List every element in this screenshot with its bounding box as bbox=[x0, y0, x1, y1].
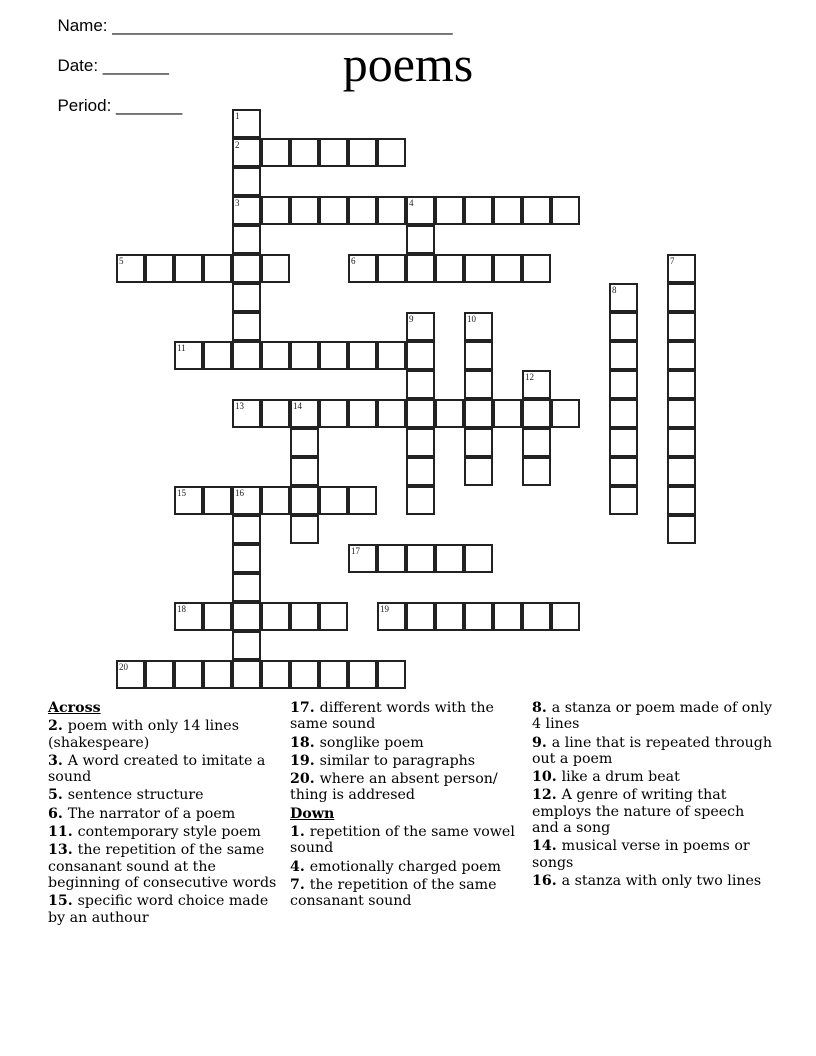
clue-number: 16 bbox=[235, 488, 244, 498]
grid-cell[interactable] bbox=[174, 341, 203, 370]
grid-cell[interactable] bbox=[232, 138, 261, 167]
grid-cell[interactable] bbox=[464, 399, 493, 428]
grid-cell[interactable] bbox=[522, 196, 551, 225]
grid-cell[interactable] bbox=[232, 254, 261, 283]
grid-cell[interactable] bbox=[435, 254, 464, 283]
clue-number: 20 bbox=[119, 662, 128, 672]
grid-cell[interactable] bbox=[261, 341, 290, 370]
grid-cell[interactable] bbox=[319, 486, 348, 515]
grid-cell[interactable] bbox=[667, 341, 696, 370]
grid-cell[interactable] bbox=[261, 138, 290, 167]
grid-cell[interactable] bbox=[174, 602, 203, 631]
grid-cell[interactable] bbox=[609, 341, 638, 370]
grid-cell[interactable] bbox=[435, 196, 464, 225]
grid-cell[interactable] bbox=[174, 660, 203, 689]
down-clue: 10. like a drum beat bbox=[532, 769, 680, 786]
clue-number: 19 bbox=[380, 604, 389, 614]
grid-cell[interactable] bbox=[290, 486, 319, 515]
grid-cell[interactable] bbox=[551, 399, 580, 428]
across-heading: Across bbox=[48, 700, 101, 716]
down-clue: 4. emotionally charged poem bbox=[290, 858, 501, 875]
clue-number: 1 bbox=[235, 111, 240, 121]
down-clue: 9. a line that is repeated through out a poem bbox=[532, 734, 773, 767]
down-clue: 12. A genre of writing that employs the nature of speech and a song bbox=[532, 787, 745, 837]
across-clue: 19. similar to paragraphs bbox=[290, 752, 476, 769]
clue-number: 6 bbox=[351, 256, 356, 266]
grid-cell[interactable] bbox=[145, 254, 174, 283]
across-clue: 2. poem with only 14 lines (shakespeare) bbox=[48, 718, 239, 751]
grid-cell[interactable] bbox=[203, 341, 232, 370]
grid-cell[interactable] bbox=[609, 428, 638, 457]
grid-cell[interactable] bbox=[203, 602, 232, 631]
grid-cell[interactable] bbox=[261, 196, 290, 225]
grid-cell[interactable] bbox=[319, 399, 348, 428]
grid-cell[interactable] bbox=[435, 544, 464, 573]
grid-cell[interactable] bbox=[348, 399, 377, 428]
grid-cell[interactable] bbox=[261, 602, 290, 631]
grid-cell[interactable] bbox=[667, 283, 696, 312]
grid-cell[interactable] bbox=[667, 370, 696, 399]
clue-number: 10 bbox=[467, 314, 476, 324]
across-clue: 15. specific word choice made by an authour bbox=[48, 893, 269, 926]
grid-cell[interactable] bbox=[290, 457, 319, 486]
clue-number: 18 bbox=[177, 604, 186, 614]
grid-cell[interactable] bbox=[464, 602, 493, 631]
grid-cell[interactable] bbox=[377, 399, 406, 428]
grid-cell[interactable] bbox=[348, 544, 377, 573]
grid-cell[interactable] bbox=[348, 660, 377, 689]
grid-cell[interactable] bbox=[348, 196, 377, 225]
grid-cell[interactable] bbox=[667, 399, 696, 428]
clue-number: 15 bbox=[177, 488, 186, 498]
grid-cell[interactable] bbox=[406, 486, 435, 515]
grid-cell[interactable] bbox=[145, 660, 174, 689]
grid-cell[interactable] bbox=[377, 602, 406, 631]
grid-cell[interactable] bbox=[290, 399, 319, 428]
down-clue: 8. a stanza or poem made of only 4 lines bbox=[532, 700, 773, 733]
grid-cell[interactable] bbox=[406, 196, 435, 225]
grid-cell[interactable] bbox=[406, 457, 435, 486]
grid-cell[interactable] bbox=[290, 602, 319, 631]
grid-cell[interactable] bbox=[493, 602, 522, 631]
grid-cell[interactable] bbox=[406, 399, 435, 428]
grid-cell[interactable] bbox=[522, 254, 551, 283]
grid-cell[interactable] bbox=[406, 544, 435, 573]
down-clue: 14. musical verse in poems or songs bbox=[532, 838, 750, 871]
grid-cell[interactable] bbox=[232, 341, 261, 370]
clue-number: 12 bbox=[525, 372, 534, 382]
grid-cell[interactable] bbox=[377, 196, 406, 225]
down-clue: 16. a stanza with only two lines bbox=[532, 872, 762, 889]
across-clue: 5. sentence structure bbox=[48, 787, 204, 804]
grid-cell[interactable] bbox=[232, 167, 261, 196]
grid-cell[interactable] bbox=[203, 660, 232, 689]
clue-number: 13 bbox=[235, 401, 244, 411]
grid-cell[interactable] bbox=[232, 225, 261, 254]
grid-cell[interactable] bbox=[348, 486, 377, 515]
across-clue: 3. A word created to imitate a sound bbox=[48, 752, 266, 786]
grid-cell[interactable] bbox=[290, 341, 319, 370]
grid-cell[interactable] bbox=[609, 312, 638, 341]
down-clue: 1. repetition of the same vowel sound bbox=[290, 824, 515, 857]
grid-cell[interactable] bbox=[261, 254, 290, 283]
clue-number: 14 bbox=[293, 401, 302, 411]
period-field[interactable]: Period: _______ bbox=[57, 96, 183, 115]
grid-cell[interactable] bbox=[464, 196, 493, 225]
grid-cell[interactable] bbox=[348, 254, 377, 283]
grid-cell[interactable] bbox=[377, 544, 406, 573]
grid-cell[interactable] bbox=[464, 341, 493, 370]
grid-cell[interactable] bbox=[232, 399, 261, 428]
across-clue: 20. where an absent person/ thing is addresed bbox=[290, 771, 498, 804]
grid-cell[interactable] bbox=[667, 457, 696, 486]
across-clue: 13. the repetition of the same consanant sound at the beginning of consecutive words bbox=[48, 842, 277, 891]
grid-cell[interactable] bbox=[522, 370, 551, 399]
grid-cell[interactable] bbox=[261, 399, 290, 428]
grid-cell[interactable] bbox=[319, 138, 348, 167]
clue-number: 9 bbox=[409, 314, 414, 324]
clue-number: 11 bbox=[177, 343, 186, 353]
grid-cell[interactable] bbox=[174, 254, 203, 283]
grid-cell[interactable] bbox=[232, 109, 261, 138]
grid-cell[interactable] bbox=[609, 283, 638, 312]
grid-cell[interactable] bbox=[319, 196, 348, 225]
grid-cell[interactable] bbox=[232, 602, 261, 631]
grid-cell[interactable] bbox=[261, 660, 290, 689]
grid-cell[interactable] bbox=[116, 660, 145, 689]
grid-cell[interactable] bbox=[667, 254, 696, 283]
grid-cell[interactable] bbox=[290, 428, 319, 457]
grid-cell[interactable] bbox=[493, 399, 522, 428]
grid-cell[interactable] bbox=[609, 486, 638, 515]
grid-cell[interactable] bbox=[232, 515, 261, 544]
grid-cell[interactable] bbox=[232, 486, 261, 515]
grid-cell[interactable] bbox=[232, 544, 261, 573]
grid-cell[interactable] bbox=[203, 254, 232, 283]
grid-cell[interactable] bbox=[406, 428, 435, 457]
grid-cell[interactable] bbox=[319, 341, 348, 370]
grid-cell[interactable] bbox=[406, 254, 435, 283]
grid-cell[interactable] bbox=[522, 399, 551, 428]
grid-cell[interactable] bbox=[232, 660, 261, 689]
grid-cell[interactable] bbox=[377, 660, 406, 689]
clues-column-2 bbox=[290, 700, 530, 912]
grid-cell[interactable] bbox=[667, 428, 696, 457]
grid-cell[interactable] bbox=[493, 254, 522, 283]
grid-cell[interactable] bbox=[232, 573, 261, 602]
clue-number: 3 bbox=[235, 198, 240, 208]
grid-cell[interactable] bbox=[522, 602, 551, 631]
grid-cell[interactable] bbox=[406, 341, 435, 370]
down-heading: Down bbox=[290, 805, 335, 822]
grid-cell[interactable] bbox=[464, 544, 493, 573]
grid-cell[interactable] bbox=[522, 428, 551, 457]
grid-cell[interactable] bbox=[464, 457, 493, 486]
grid-cell[interactable] bbox=[609, 399, 638, 428]
grid-cell[interactable] bbox=[667, 515, 696, 544]
grid-cell[interactable] bbox=[377, 341, 406, 370]
clue-number: 17 bbox=[351, 546, 360, 556]
grid-cell[interactable] bbox=[290, 660, 319, 689]
grid-cell[interactable] bbox=[348, 341, 377, 370]
across-clue: 6. The narrator of a poem bbox=[48, 805, 236, 822]
clues-column-3 bbox=[532, 700, 772, 891]
grid-cell[interactable] bbox=[464, 254, 493, 283]
clue-number: 4 bbox=[409, 198, 414, 208]
grid-cell[interactable] bbox=[609, 370, 638, 399]
grid-cell[interactable] bbox=[116, 254, 145, 283]
grid-cell[interactable] bbox=[464, 312, 493, 341]
grid-cell[interactable] bbox=[551, 602, 580, 631]
grid-cell[interactable] bbox=[609, 457, 638, 486]
grid-cell[interactable] bbox=[348, 138, 377, 167]
grid-cell[interactable] bbox=[377, 254, 406, 283]
grid-cell[interactable] bbox=[319, 660, 348, 689]
grid-cell[interactable] bbox=[406, 225, 435, 254]
grid-cell[interactable] bbox=[551, 196, 580, 225]
across-clue: 17. different words with the same sound bbox=[290, 700, 494, 733]
grid-cell[interactable] bbox=[174, 486, 203, 515]
page-title: poems bbox=[342, 36, 474, 92]
name-field[interactable]: Name: ____________________________________ bbox=[57, 16, 453, 35]
grid-cell[interactable] bbox=[319, 602, 348, 631]
grid-cell[interactable] bbox=[290, 515, 319, 544]
clues-column-1 bbox=[48, 700, 288, 928]
clue-number: 8 bbox=[612, 285, 617, 295]
grid-cell[interactable] bbox=[435, 399, 464, 428]
grid-cell[interactable] bbox=[435, 602, 464, 631]
grid-cell[interactable] bbox=[464, 428, 493, 457]
grid-cell[interactable] bbox=[406, 602, 435, 631]
grid-cell[interactable] bbox=[667, 486, 696, 515]
clue-number: 5 bbox=[119, 256, 124, 266]
grid-cell[interactable] bbox=[493, 196, 522, 225]
grid-cell[interactable] bbox=[203, 486, 232, 515]
date-field[interactable]: Date: _______ bbox=[57, 56, 169, 75]
grid-cell[interactable] bbox=[232, 631, 261, 660]
clue-number: 2 bbox=[235, 140, 240, 150]
grid-cell[interactable] bbox=[406, 312, 435, 341]
clue-number: 7 bbox=[670, 256, 675, 266]
across-clue: 11. contemporary style poem bbox=[48, 824, 261, 841]
across-clue: 18. songlike poem bbox=[290, 734, 424, 751]
grid-cell[interactable] bbox=[232, 312, 261, 341]
grid-cell[interactable] bbox=[261, 486, 290, 515]
grid-cell[interactable] bbox=[290, 138, 319, 167]
grid-cell[interactable] bbox=[377, 138, 406, 167]
grid-cell[interactable] bbox=[406, 370, 435, 399]
grid-cell[interactable] bbox=[232, 283, 261, 312]
grid-cell[interactable] bbox=[667, 312, 696, 341]
down-clue: 7. the repetition of the same consanant sound bbox=[290, 876, 497, 910]
grid-cell[interactable] bbox=[232, 196, 261, 225]
grid-cell[interactable] bbox=[464, 370, 493, 399]
grid-cell[interactable] bbox=[522, 457, 551, 486]
grid-cell[interactable] bbox=[290, 196, 319, 225]
